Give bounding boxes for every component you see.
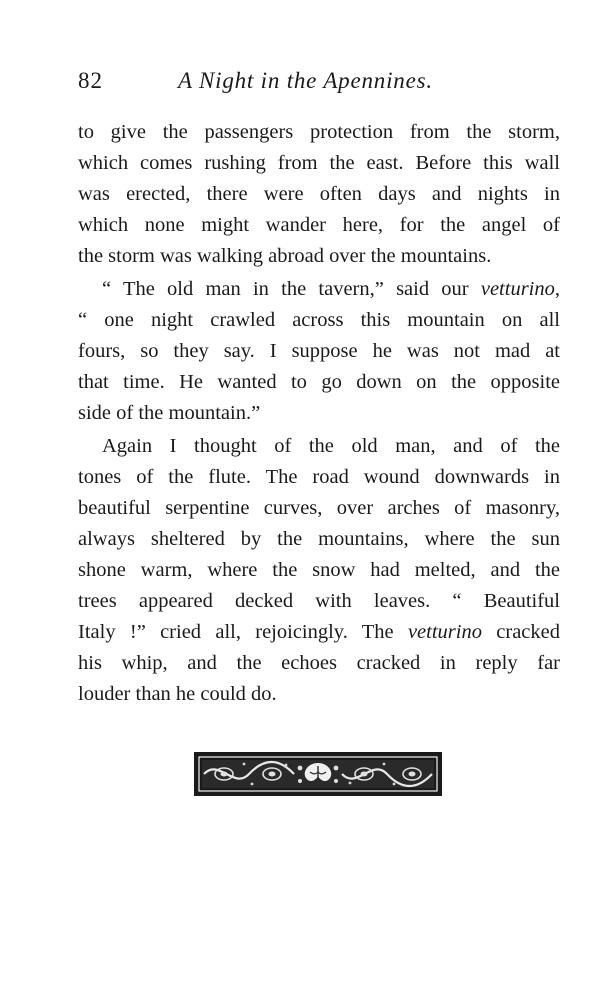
decorative-tailpiece-ornament bbox=[194, 752, 442, 796]
page-number: 82 bbox=[78, 68, 103, 93]
text-line: his whip, and the echoes cracked in reply far bbox=[78, 652, 560, 674]
text-line: to give the passengers protection from the storm, bbox=[78, 121, 560, 143]
paragraph bbox=[78, 117, 560, 272]
text-line: louder than he could do. bbox=[78, 683, 277, 705]
running-title: A Night in the Apennines. bbox=[178, 68, 433, 93]
text-line: “ one night crawled across this mountain on all bbox=[78, 309, 560, 331]
text-line: trees appeared decked with leaves. “ Beautiful bbox=[78, 590, 560, 612]
text-line: Again I thought of the old man, and of the bbox=[102, 435, 560, 457]
italic-word: vetturino bbox=[407, 621, 482, 643]
text-line: fours, so they say. I suppose he was not mad at bbox=[78, 340, 560, 362]
text-line: side of the mountain.” bbox=[78, 402, 261, 424]
paragraph bbox=[78, 274, 560, 429]
text-line: the storm was walking abroad over the mountains. bbox=[78, 245, 492, 267]
text-line: that time. He wanted to go down on the opposite bbox=[78, 371, 560, 393]
paragraph bbox=[78, 431, 560, 710]
text-line: which comes rushing from the east. Before this wall bbox=[78, 152, 560, 174]
text-line: always sheltered by the mountains, where the sun bbox=[78, 528, 560, 550]
text-line: which none might wander here, for the angel of bbox=[78, 214, 560, 236]
text-line: shone warm, where the snow had melted, and the bbox=[78, 559, 560, 581]
text-line: tones of the flute. The road wound downwards in bbox=[78, 466, 560, 488]
text-line: beautiful serpentine curves, over arches of masonry, bbox=[78, 497, 560, 519]
running-head bbox=[78, 68, 560, 100]
text-line: “ The old man in the tavern,” said our vetturino, bbox=[102, 278, 560, 300]
text-line: Italy !” cried all, rejoicingly. The vetturino cracked bbox=[78, 621, 560, 643]
body-text bbox=[78, 117, 560, 710]
italic-word: vetturino bbox=[480, 278, 555, 300]
text-line: was erected, there were often days and nights in bbox=[78, 183, 560, 205]
